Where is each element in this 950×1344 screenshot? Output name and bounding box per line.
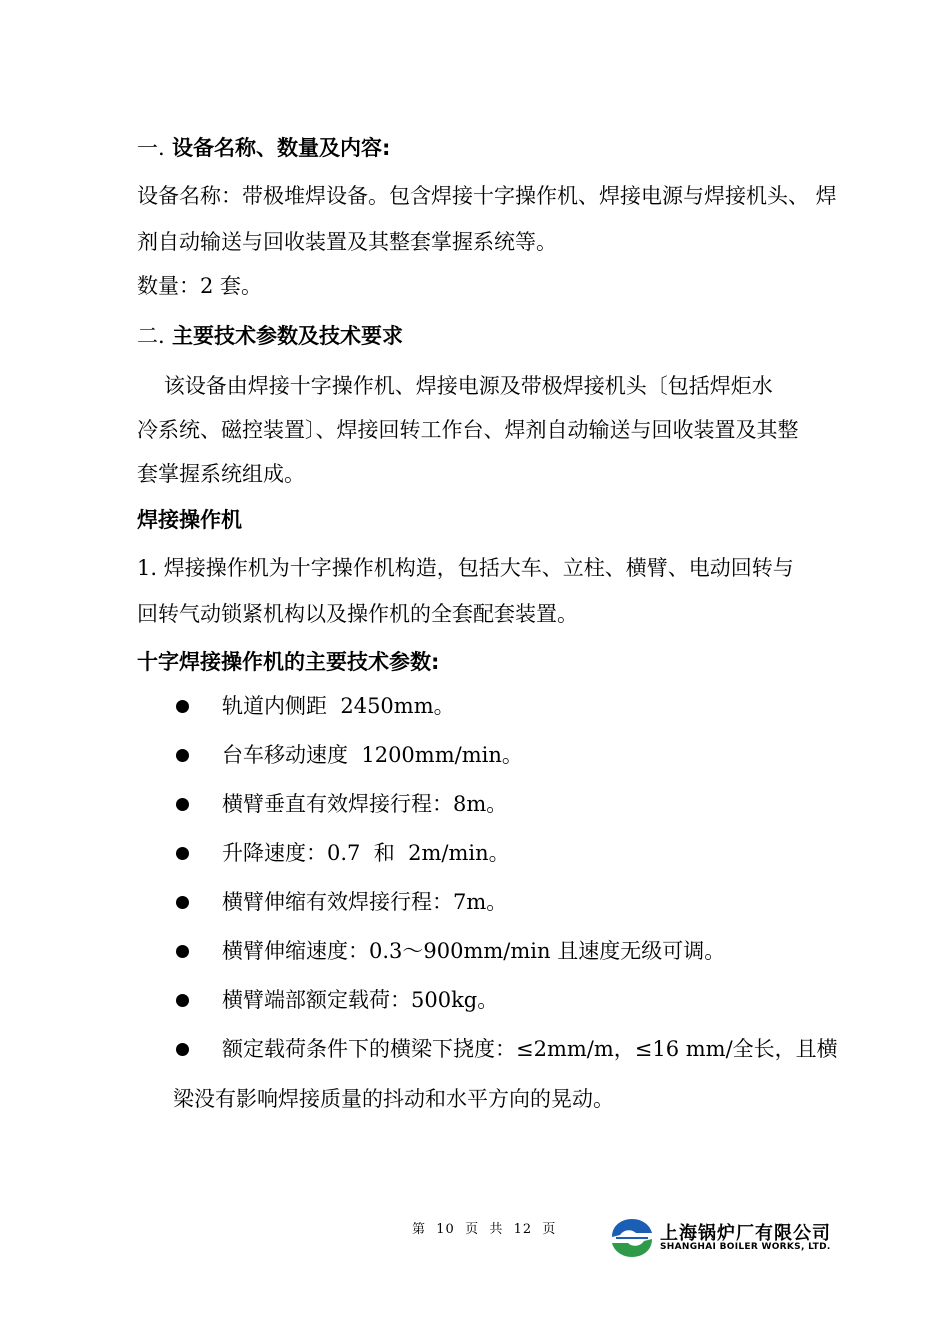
company-logo: [608, 1217, 848, 1259]
page-number: 第 10 页 共 12 页: [412, 1222, 557, 1237]
bullet-icon: [176, 994, 189, 1007]
subsection-heading: 十字焊接操作机的主要技术参数:: [137, 650, 440, 674]
paragraph-line: 1. 焊接操作机为十字操作机构造，包括大车、立柱、横臂、电动回转与: [137, 556, 794, 580]
list-item: 升降速度：0.7 和 2m/min。: [222, 841, 510, 865]
logo-emblem-icon: [608, 1217, 656, 1259]
section-2-heading: [137, 322, 403, 350]
paragraph-line: 数量：2 套。: [137, 274, 263, 298]
bullet-icon: [176, 749, 189, 762]
list-item: 台车移动速度 1200mm/min。: [222, 743, 523, 767]
bullet-icon: [176, 798, 189, 811]
list-item: 横臂伸缩有效焊接行程：7m。: [222, 890, 508, 914]
paragraph-line: 剂自动输送与回收装置及其整套掌握系统等。: [137, 230, 557, 254]
list-item: 轨道内侧距 2450mm。: [222, 694, 455, 718]
paragraph-line: 回转气动锁紧机构以及操作机的全套配套装置。: [137, 602, 578, 626]
subsection-heading: 焊接操作机: [137, 508, 242, 532]
logo-text-en: SHANGHAI BOILER WORKS, LTD.: [660, 1242, 831, 1252]
paragraph-line: 该设备由焊接十字操作机、焊接电源及带极焊接机头〔包括焊炬水: [137, 374, 773, 398]
list-item: 横臂垂直有效焊接行程：8m。: [222, 792, 508, 816]
bullet-icon: [176, 1043, 189, 1056]
list-item: 额定载荷条件下的横梁下挠度：≤2mm/m，≤16 mm/全长，且横: [222, 1037, 838, 1061]
bullet-icon: [176, 700, 189, 713]
paragraph-line: 套掌握系统组成。: [137, 462, 305, 486]
logo-text-cn: 上海锅炉厂有限公司: [660, 1223, 831, 1244]
bullet-icon: [176, 847, 189, 860]
section-1-title: 设备名称、数量及内容:: [172, 136, 391, 160]
list-item: 横臂端部额定载荷：500kg。: [222, 988, 499, 1012]
bullet-icon: [176, 945, 189, 958]
section-1-heading: [137, 134, 390, 162]
section-1-number: 一.: [137, 136, 165, 160]
paragraph-line: 冷系统、磁控装置〕、焊接回转工作台、焊剂自动输送与回收装置及其整: [137, 418, 799, 442]
paragraph-line: 设备名称：带极堆焊设备。包含焊接十字操作机、焊接电源与焊接机头、 焊: [137, 184, 837, 208]
list-item: 横臂伸缩速度：0.3～900mm/min 且速度无级可调。: [222, 939, 726, 963]
section-2-number: 二.: [137, 324, 165, 348]
bullet-icon: [176, 896, 189, 909]
section-2-title: 主要技术参数及技术要求: [172, 324, 403, 348]
list-item-continuation: 梁没有影响焊接质量的抖动和水平方向的晃动。: [173, 1087, 614, 1111]
